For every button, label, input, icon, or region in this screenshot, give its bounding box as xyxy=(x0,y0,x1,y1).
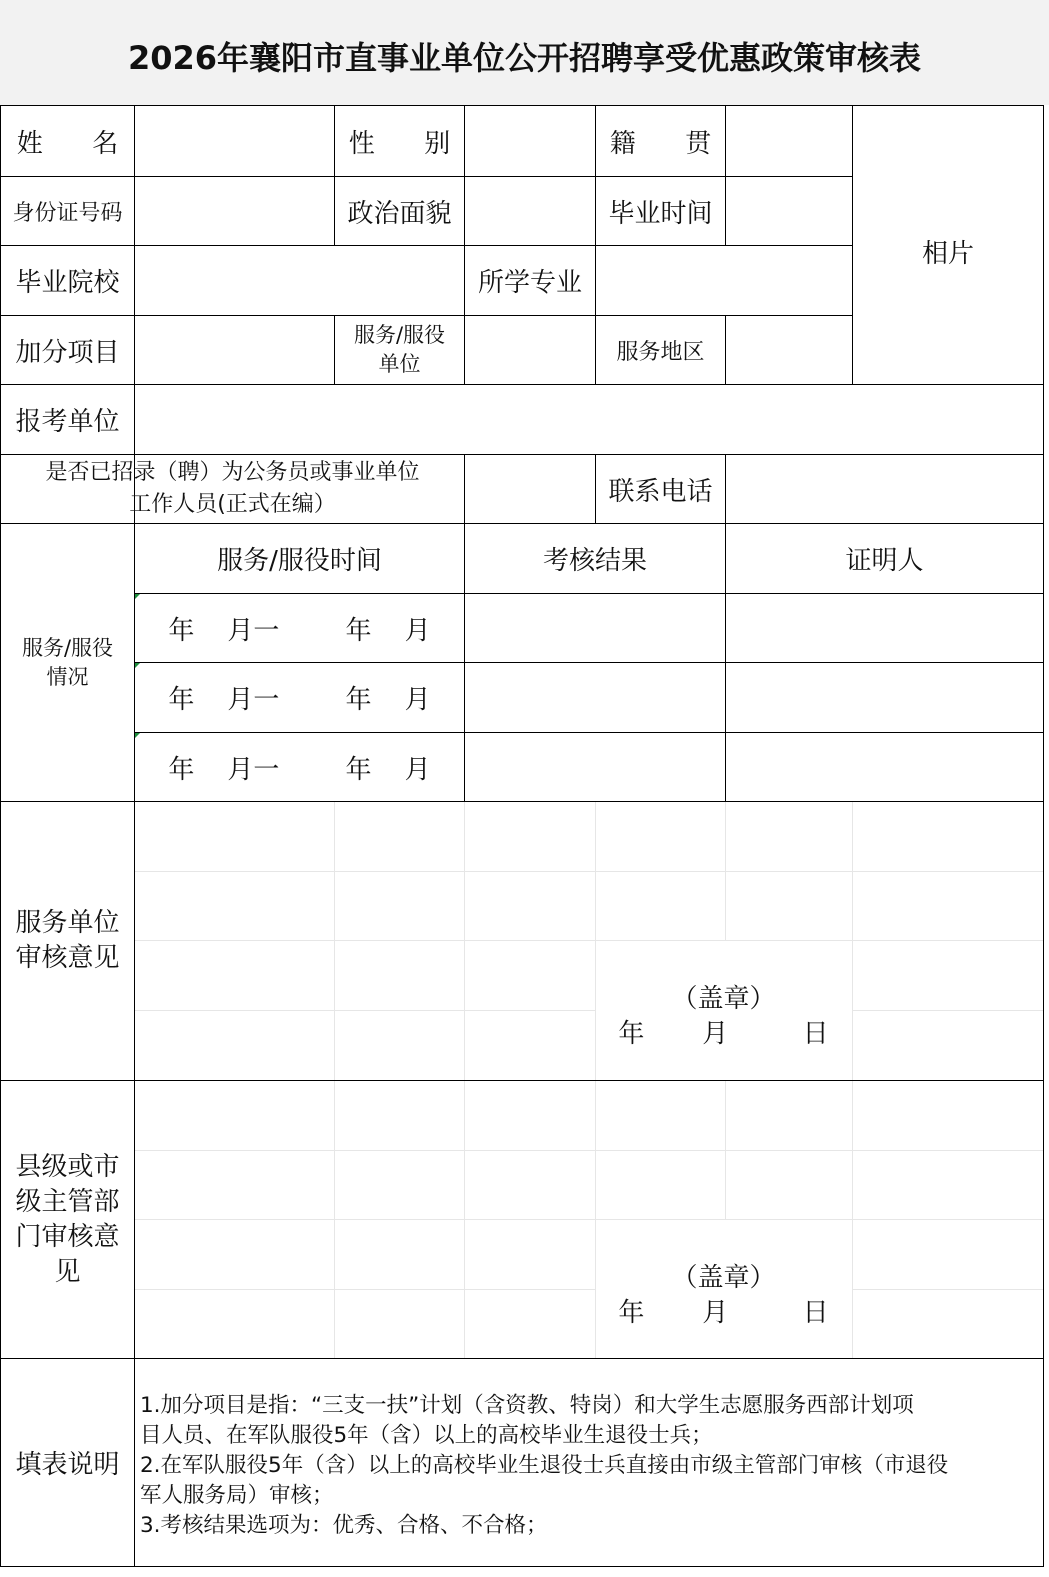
label-applied-unit: 报考单位 xyxy=(15,407,120,437)
service-date-row[interactable]: 年 月一 年 月 xyxy=(168,685,431,715)
civil-servant-line2: 工作人员(正式在编） xyxy=(129,492,336,517)
native-place-input-cell[interactable] xyxy=(726,106,852,176)
assessment-result-cell[interactable] xyxy=(465,594,725,662)
name-input-cell[interactable] xyxy=(135,106,334,176)
service-unit-line2: 单位 xyxy=(378,352,421,376)
label-dept-review xyxy=(1,1081,134,1358)
unit-review-line2: 审核意见 xyxy=(15,943,120,973)
form-title: 2026年襄阳市直事业单位公开招聘享受优惠政策审核表 xyxy=(127,39,922,77)
label-political-status: 政治面貌 xyxy=(347,198,452,229)
label-civil-servant xyxy=(1,455,464,523)
dept-review-area[interactable] xyxy=(135,1081,1043,1358)
dept-review-line3: 门审核意 xyxy=(15,1221,120,1252)
grid-line xyxy=(0,1566,1044,1567)
label-phone: 联系电话 xyxy=(608,476,713,507)
assessment-result-cell[interactable] xyxy=(465,733,725,801)
major-input-cell[interactable] xyxy=(596,246,852,315)
label-service-unit xyxy=(335,316,464,384)
witness-cell[interactable] xyxy=(726,733,1043,801)
dept-review-line1: 县级或市 xyxy=(15,1151,120,1182)
political-status-input-cell[interactable] xyxy=(465,177,595,245)
grid-line xyxy=(1043,105,1044,1567)
dept-review-line2: 级主管部 xyxy=(15,1186,120,1217)
bonus-item-input-cell[interactable] xyxy=(135,316,334,384)
applied-unit-input-cell[interactable] xyxy=(135,385,1043,454)
label-school: 毕业院校 xyxy=(15,268,120,298)
label-instructions: 填表说明 xyxy=(15,1450,120,1480)
school-input-cell[interactable] xyxy=(135,246,464,315)
label-gender: 性 别 xyxy=(348,128,451,159)
civil-servant-input-cell[interactable] xyxy=(465,455,595,523)
unit-review-date: 年 月 日 xyxy=(618,1018,829,1049)
photo-box[interactable]: 相片 xyxy=(921,239,974,269)
header-service-time: 服务/服役时间 xyxy=(217,546,382,576)
gender-input-cell[interactable] xyxy=(465,106,595,176)
service-unit-line1: 服务/服役 xyxy=(353,323,446,347)
witness-cell[interactable] xyxy=(726,594,1043,662)
phone-input-cell[interactable] xyxy=(726,455,1043,523)
unit-review-seal: （盖章） xyxy=(671,983,776,1014)
dept-review-date: 年 月 日 xyxy=(618,1297,829,1328)
civil-servant-line1: 是否已招录（聘）为公务员或事业单位 xyxy=(45,460,420,485)
instructions-text: 1.加分项目是指：“三支一扶”计划（含资教、特岗）和大学生志愿服务西部计划项 目人员、在军队服役5年（含）以上的高校毕业生退役士兵； 2.在军队服役5年（含）以上的高校毕业生退役士兵直接由市级主管部门审核（市退役 军人服务局）审核； 3.考核结果选项为：优秀、合格、不合格； xyxy=(140,1393,949,1538)
assessment-result-cell[interactable] xyxy=(465,663,725,732)
label-native-place: 籍 贯 xyxy=(609,128,712,159)
unit-review-area[interactable] xyxy=(135,802,1043,1080)
graduation-time-input-cell[interactable] xyxy=(726,177,852,245)
witness-cell[interactable] xyxy=(726,663,1043,732)
label-bonus-item: 加分项目 xyxy=(15,337,120,368)
dept-review-seal: （盖章） xyxy=(671,1262,776,1293)
label-unit-review xyxy=(1,802,134,1080)
label-id-number: 身份证号码 xyxy=(12,200,123,226)
service-date-row[interactable]: 年 月一 年 月 xyxy=(168,615,431,646)
label-name: 姓 名 xyxy=(16,128,119,159)
label-major: 所学专业 xyxy=(477,268,582,298)
header-assessment-result: 考核结果 xyxy=(542,546,647,576)
header-witness: 证明人 xyxy=(845,546,924,576)
id-number-input-cell[interactable] xyxy=(135,177,334,245)
label-graduation-time: 毕业时间 xyxy=(608,198,713,229)
service-unit-input-cell[interactable] xyxy=(465,316,595,384)
label-service-region: 服务地区 xyxy=(616,339,705,365)
service-situation-line2: 情况 xyxy=(46,664,89,689)
grid-line xyxy=(0,1358,1044,1359)
service-region-input-cell[interactable] xyxy=(726,316,852,384)
unit-review-line1: 服务单位 xyxy=(15,908,120,938)
service-situation-line1: 服务/服役 xyxy=(21,635,114,660)
service-date-row[interactable]: 年 月一 年 月 xyxy=(168,754,431,785)
label-service-situation xyxy=(1,524,134,801)
dept-review-line4: 见 xyxy=(54,1256,81,1287)
